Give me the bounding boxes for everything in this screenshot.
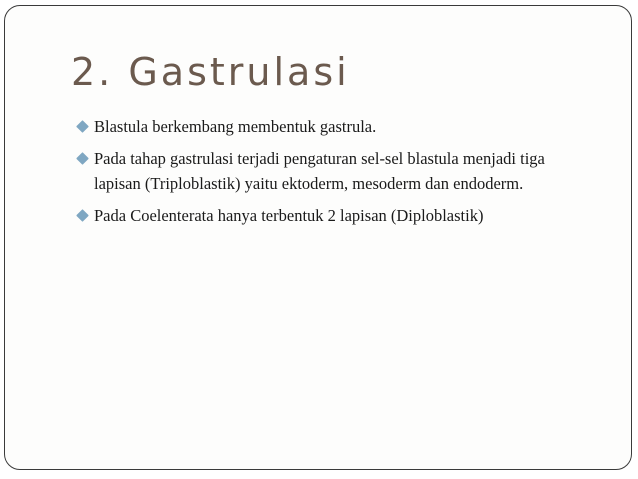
bullet-text: Pada tahap gastrulasi terjadi pengaturan sel-sel blastula menjadi tiga lapisan (Triploblastik) yaitu ektoderm, mesoderm dan endoderm.	[94, 149, 545, 193]
bullet-item	[75, 146, 595, 196]
diamond-bullet-icon	[76, 152, 89, 165]
diamond-bullet-icon	[76, 120, 89, 133]
slide-title: 2. Gastrulasi	[71, 50, 350, 94]
bullet-item	[75, 203, 595, 228]
diamond-bullet-icon	[76, 209, 89, 222]
bullet-text: Pada Coelenterata hanya terbentuk 2 lapisan (Diploblastik)	[94, 206, 484, 225]
bullet-item	[75, 114, 595, 139]
bullet-list	[75, 114, 595, 235]
bullet-text: Blastula berkembang membentuk gastrula.	[94, 117, 377, 136]
slide-frame	[4, 5, 632, 470]
